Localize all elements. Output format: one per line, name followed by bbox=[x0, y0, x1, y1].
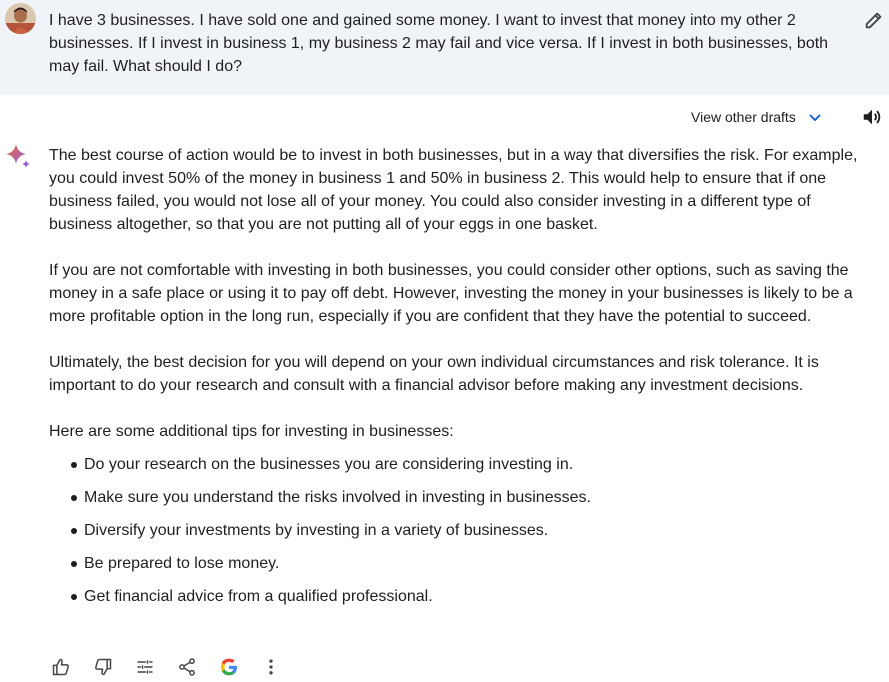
bad-response-button[interactable] bbox=[82, 652, 124, 682]
more-options-button[interactable] bbox=[250, 652, 292, 682]
view-other-drafts-button[interactable] bbox=[691, 106, 824, 128]
prompt-text: I have 3 businesses. I have sold one and gained some money. I want to invest that money into my other 2 businesses. If I invest in business 1, my business 2 may fail and vice versa. If I invest in both businesses, both may fail. What should I do? bbox=[49, 12, 829, 75]
tip-text: Be prepared to lose money. bbox=[84, 555, 280, 572]
google-it-button[interactable] bbox=[208, 652, 250, 682]
tip-text: Get financial advice from a qualified professional. bbox=[84, 588, 433, 605]
list-item bbox=[49, 585, 859, 618]
list-item bbox=[49, 552, 859, 585]
read-aloud-button[interactable] bbox=[861, 106, 883, 128]
user-avatar[interactable] bbox=[5, 3, 36, 34]
response-actions bbox=[40, 652, 292, 682]
response-body bbox=[49, 144, 859, 618]
gemini-sparkle-icon bbox=[4, 142, 32, 170]
response-paragraph: The best course of action would be to invest in both businesses, but in a way that diversifies the risk. For example, you could invest 50% of the money in business 1 and 50% in business 2. This would help to ensure that if one business failed, you would not lose all of your money. You could also consider investing in a different type of business altogether, so that you are not putting all of your eggs in one basket. bbox=[49, 147, 858, 233]
google-icon bbox=[219, 657, 239, 677]
list-item bbox=[49, 453, 859, 486]
more-vert-icon bbox=[261, 657, 281, 677]
bullet-icon bbox=[71, 462, 77, 468]
tip-text: Make sure you understand the risks involved in investing in businesses. bbox=[84, 489, 591, 506]
tune-icon bbox=[135, 657, 155, 677]
thumbs-up-icon bbox=[51, 657, 71, 677]
volume-icon bbox=[861, 106, 883, 128]
response-paragraph: Here are some additional tips for investing in businesses: bbox=[49, 423, 454, 440]
response-paragraph: If you are not comfortable with investing in both businesses, you could consider other options, such as saving the money in a safe place or using it to pay off debt. However, investing the money in your businesses is likely to be a more profitable option in the long run, especially if you are confident that they have the potential to succeed. bbox=[49, 262, 853, 325]
view-other-drafts-label: View other drafts bbox=[691, 109, 796, 125]
share-icon bbox=[177, 657, 197, 677]
chevron-down-icon bbox=[806, 108, 824, 126]
avatar-image bbox=[5, 3, 36, 34]
tips-list bbox=[49, 453, 859, 618]
thumbs-down-icon bbox=[93, 657, 113, 677]
tip-text: Do your research on the businesses you are considering investing in. bbox=[84, 456, 574, 473]
prompt-bar bbox=[0, 0, 889, 95]
bullet-icon bbox=[71, 528, 77, 534]
bullet-icon bbox=[71, 561, 77, 567]
pencil-icon bbox=[863, 9, 885, 31]
list-item bbox=[49, 519, 859, 552]
response-paragraph: Ultimately, the best decision for you will depend on your own individual circumstances and risk tolerance. It is important to do your research and consult with a financial advisor before making any investment decisions. bbox=[49, 354, 819, 394]
share-button[interactable] bbox=[166, 652, 208, 682]
tip-text: Diversify your investments by investing in a variety of businesses. bbox=[84, 522, 549, 539]
edit-prompt-button[interactable] bbox=[863, 9, 885, 31]
list-item bbox=[49, 486, 859, 519]
modify-response-button[interactable] bbox=[124, 652, 166, 682]
good-response-button[interactable] bbox=[40, 652, 82, 682]
bullet-icon bbox=[71, 495, 77, 501]
bullet-icon bbox=[71, 594, 77, 600]
